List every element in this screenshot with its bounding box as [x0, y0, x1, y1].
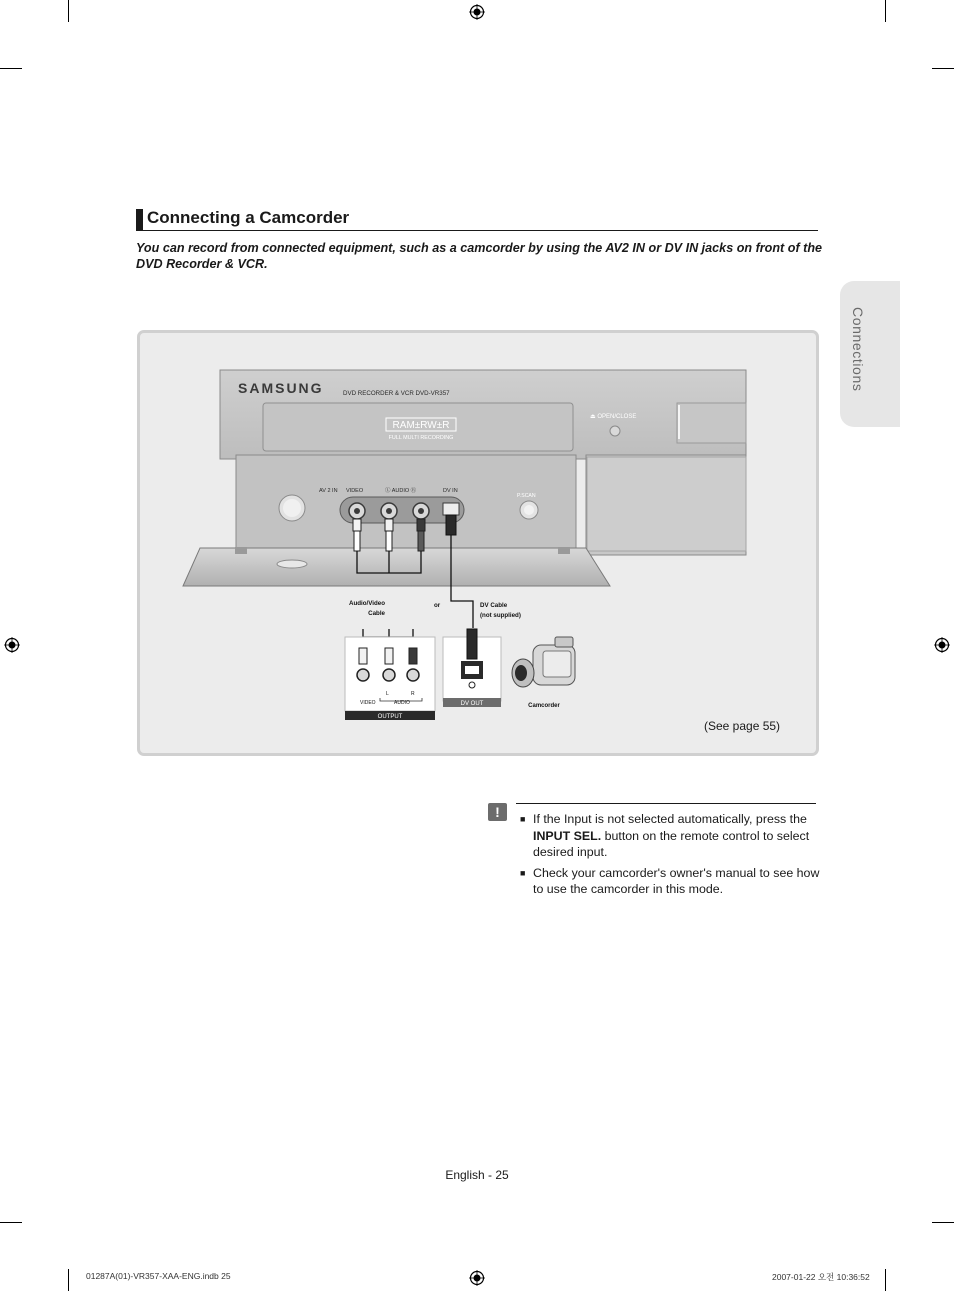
- out-audio-label: AUDIO: [394, 700, 410, 706]
- dv-cable-label-1: DV Cable: [480, 602, 508, 609]
- footer-timestamp: 2007-01-22 오전 10:36:52: [772, 1272, 870, 1282]
- intro-text: You can record from connected equipment, such as a camcorder by using the AV2 IN or DV IN jacks on front of the DVD Recorder & VCR.: [136, 241, 823, 271]
- bullet-icon: ■: [520, 814, 526, 824]
- out-video-label: VIDEO: [360, 700, 376, 706]
- footer-file-info: 01287A(01)-VR357-XAA-ENG.indb 25: [86, 1271, 231, 1281]
- note-item: [520, 865, 820, 898]
- out-l-label: L: [386, 691, 389, 697]
- video-label: VIDEO: [346, 488, 364, 494]
- open-close-label: ⏏ OPEN/CLOSE: [590, 414, 637, 420]
- note-text: Check your camcorder's owner's manual to see how to use the camcorder in this mode.: [533, 865, 820, 896]
- audio-label: Ⓛ AUDIO Ⓡ: [385, 488, 417, 494]
- front-flap: [183, 548, 610, 586]
- title-rule: [136, 230, 818, 231]
- crop-mark: [0, 1222, 22, 1223]
- model-label: DVD RECORDER & VCR DVD-VR357: [343, 390, 450, 397]
- note-bold: INPUT SEL.: [533, 828, 602, 843]
- registration-mark-icon: [4, 637, 20, 653]
- dv-cable-label-2: (not supplied): [480, 612, 521, 619]
- or-label: or: [434, 602, 441, 609]
- crop-mark: [932, 1222, 954, 1223]
- page-number: English - 25: [445, 1168, 509, 1182]
- note-text: button on the remote control to select desired input.: [533, 828, 810, 859]
- note-icon: !: [488, 803, 507, 821]
- dv-out-panel: [443, 629, 501, 707]
- dv-in-label: DV IN: [443, 488, 458, 494]
- crop-mark: [885, 1269, 886, 1291]
- note-item: [520, 811, 820, 861]
- av2-in-label: AV 2 IN: [319, 488, 338, 494]
- crop-mark: [932, 68, 954, 69]
- output-label: OUTPUT: [377, 714, 403, 720]
- camcorder-label: Camcorder: [528, 703, 560, 709]
- crop-mark: [0, 68, 22, 69]
- note-text: If the Input is not selected automatically, press the: [533, 812, 807, 826]
- output-panel: [345, 637, 435, 720]
- see-page-reference: (See page 55): [704, 719, 781, 733]
- crop-mark: [68, 0, 69, 22]
- page-title: Connecting a Camcorder: [147, 208, 350, 227]
- registration-mark-icon: [469, 4, 485, 20]
- camcorder-icon: [512, 637, 575, 687]
- bullet-icon: ■: [520, 867, 526, 878]
- side-tab-label: Connections: [850, 307, 866, 392]
- note-list: [520, 811, 820, 902]
- av-cable-label-2: Cable: [368, 610, 385, 617]
- recorder-lower-panel: [236, 455, 746, 555]
- disc-logo-sub: FULL MULTI RECORDING: [388, 435, 454, 441]
- out-r-label: R: [411, 691, 415, 697]
- pscan-label: P.SCAN: [517, 493, 536, 499]
- registration-mark-icon: [934, 637, 950, 653]
- av-cable-label-1: Audio/Video: [349, 600, 385, 607]
- disc-logo: RAM±RW±R: [392, 420, 450, 431]
- dv-out-label: DV OUT: [460, 701, 484, 707]
- section-marker: [136, 209, 143, 231]
- connection-diagram: [140, 333, 816, 753]
- brand-logo: SAMSUNG: [238, 380, 324, 396]
- registration-mark-icon: [469, 1270, 485, 1286]
- crop-mark: [885, 0, 886, 22]
- note-rule: [516, 803, 816, 804]
- crop-mark: [68, 1269, 69, 1291]
